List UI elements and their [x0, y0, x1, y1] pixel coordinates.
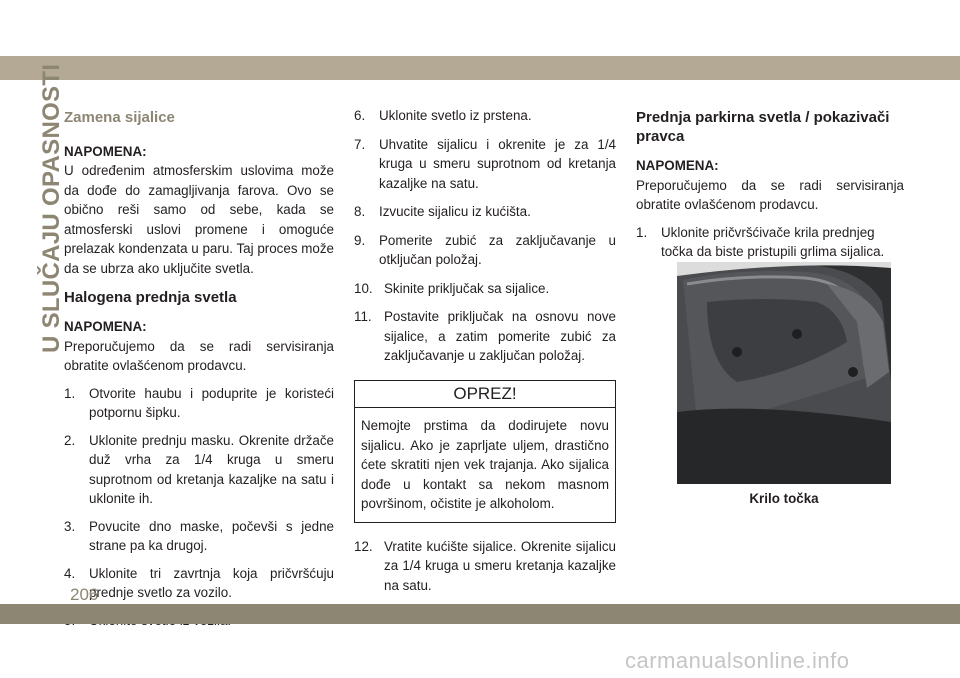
step-text: Uhvatite sijalicu i okrenite je za 1/4 kruga u smeru suprotnom od kretanja kazaljke na satu.	[379, 136, 616, 191]
step-text: Izvucite sijalicu iz kućišta.	[379, 204, 531, 219]
note-label: NAPOMENA:	[64, 319, 147, 334]
step-number: 12.	[354, 538, 373, 554]
step-text: Vratite kućište sijalice. Okrenite sijalicu za 1/4 kruga u smeru kretanja kazaljke na satu.	[384, 538, 616, 593]
side-chapter-title	[6, 63, 65, 357]
header-band	[0, 56, 960, 80]
list-item	[64, 564, 334, 603]
step-text: Uklonite prednju masku. Okrenite držače duž vrha za 1/4 kruga u smeru suprotnom od kretanja kazaljke na satu i uklonite ih.	[89, 432, 334, 506]
watermark: carmanualsonline.info	[625, 648, 850, 673]
note-text: Preporučujemo da se radi servisiranja obratite ovlašćenom prodavcu.	[64, 338, 334, 373]
step-text: Postavite priključak na osnovu nove sijalice, a zatim pomerite zubić za zaključavanje u zaključan položaj.	[384, 309, 616, 363]
steps-list	[636, 223, 904, 262]
note-text: U određenim atmosferskim uslovima može da dođe do zamagljivanja farova. Ovo se obično reši samo od sebe, kada se atmosferski uslovi promene i omoguće prelazak kondenzata u paru. Taj proces može da se ubrza ako uključite svetla.	[64, 163, 334, 276]
column-2	[354, 106, 616, 604]
step-text: Pomerite zubić za zaključavanje u otključan položaj.	[379, 232, 616, 267]
step-text: Povucite dno maske, počevši s jedne strane pa ka drugoj.	[89, 518, 334, 553]
step-text: Uklonite pričvršćivače krila prednjeg točka da biste pristupili grlima sijalica.	[661, 224, 885, 259]
section-title-bulb-replacement: Zamena sijalice	[64, 109, 175, 126]
list-item	[354, 135, 616, 194]
step-number: 8.	[354, 204, 366, 219]
step-number: 1.	[636, 224, 648, 240]
step-number: 3.	[64, 518, 76, 534]
side-chapter-title-text: U SLUČAJU OPASNOSTI	[38, 63, 65, 353]
caution-box	[354, 380, 616, 523]
step-number: 11.	[354, 309, 372, 324]
step-number: 7.	[354, 136, 366, 152]
caution-text: Nemojte prstima da dodirujete novu sijalicu. Ako je zaprljate uljem, drastično ćete skratiti njen vek trajanja. Ako sijalica dođe u kontakt sa nekom masnom površinom, očistite je alkoholom.	[361, 418, 609, 511]
list-item	[354, 307, 616, 366]
step-text: Skinite priključak sa sijalice.	[384, 280, 550, 296]
list-item	[354, 537, 616, 596]
list-item	[354, 106, 616, 126]
steps-list	[354, 106, 616, 366]
section-title-parking-lights: Prednja parkirna svetla / pokazivači pravca	[636, 109, 890, 145]
step-number: 1.	[64, 385, 76, 401]
step-number: 10.	[354, 280, 373, 296]
column-1	[64, 108, 334, 638]
step-text: Uklonite svetlo iz prstena.	[379, 108, 532, 123]
footer-band	[0, 604, 960, 624]
list-item	[354, 279, 616, 299]
wheel-liner-illustration	[677, 262, 891, 484]
list-item	[354, 231, 616, 270]
step-number: 4.	[64, 565, 76, 581]
column-3	[636, 108, 904, 270]
step-text: Uklonite tri zavrtnja koja pričvršćuju prednje svetlo za vozilo.	[89, 565, 334, 600]
page-number: 206	[70, 585, 99, 604]
step-number: 6.	[354, 108, 366, 123]
steps-list	[354, 537, 616, 596]
figure-caption: Krilo točka	[749, 491, 819, 506]
note-label: NAPOMENA:	[636, 158, 719, 173]
list-item	[636, 223, 904, 262]
wheel-liner-photo	[677, 262, 891, 484]
list-item	[64, 517, 334, 556]
step-text: Otvorite haubu i poduprite je koristeći potpornu šipku.	[89, 385, 334, 420]
step-number: 9.	[354, 232, 366, 248]
subsection-title-halogen: Halogena prednja svetla	[64, 289, 237, 306]
note-text: Preporučujemo da se radi servisiranja obratite ovlašćenom prodavcu.	[636, 177, 904, 212]
list-item	[64, 384, 334, 423]
steps-list	[64, 384, 334, 631]
caution-title: OPREZ!	[355, 381, 615, 409]
step-number: 2.	[64, 432, 76, 448]
list-item	[354, 202, 616, 222]
list-item	[64, 431, 334, 509]
note-label: NAPOMENA:	[64, 143, 147, 159]
